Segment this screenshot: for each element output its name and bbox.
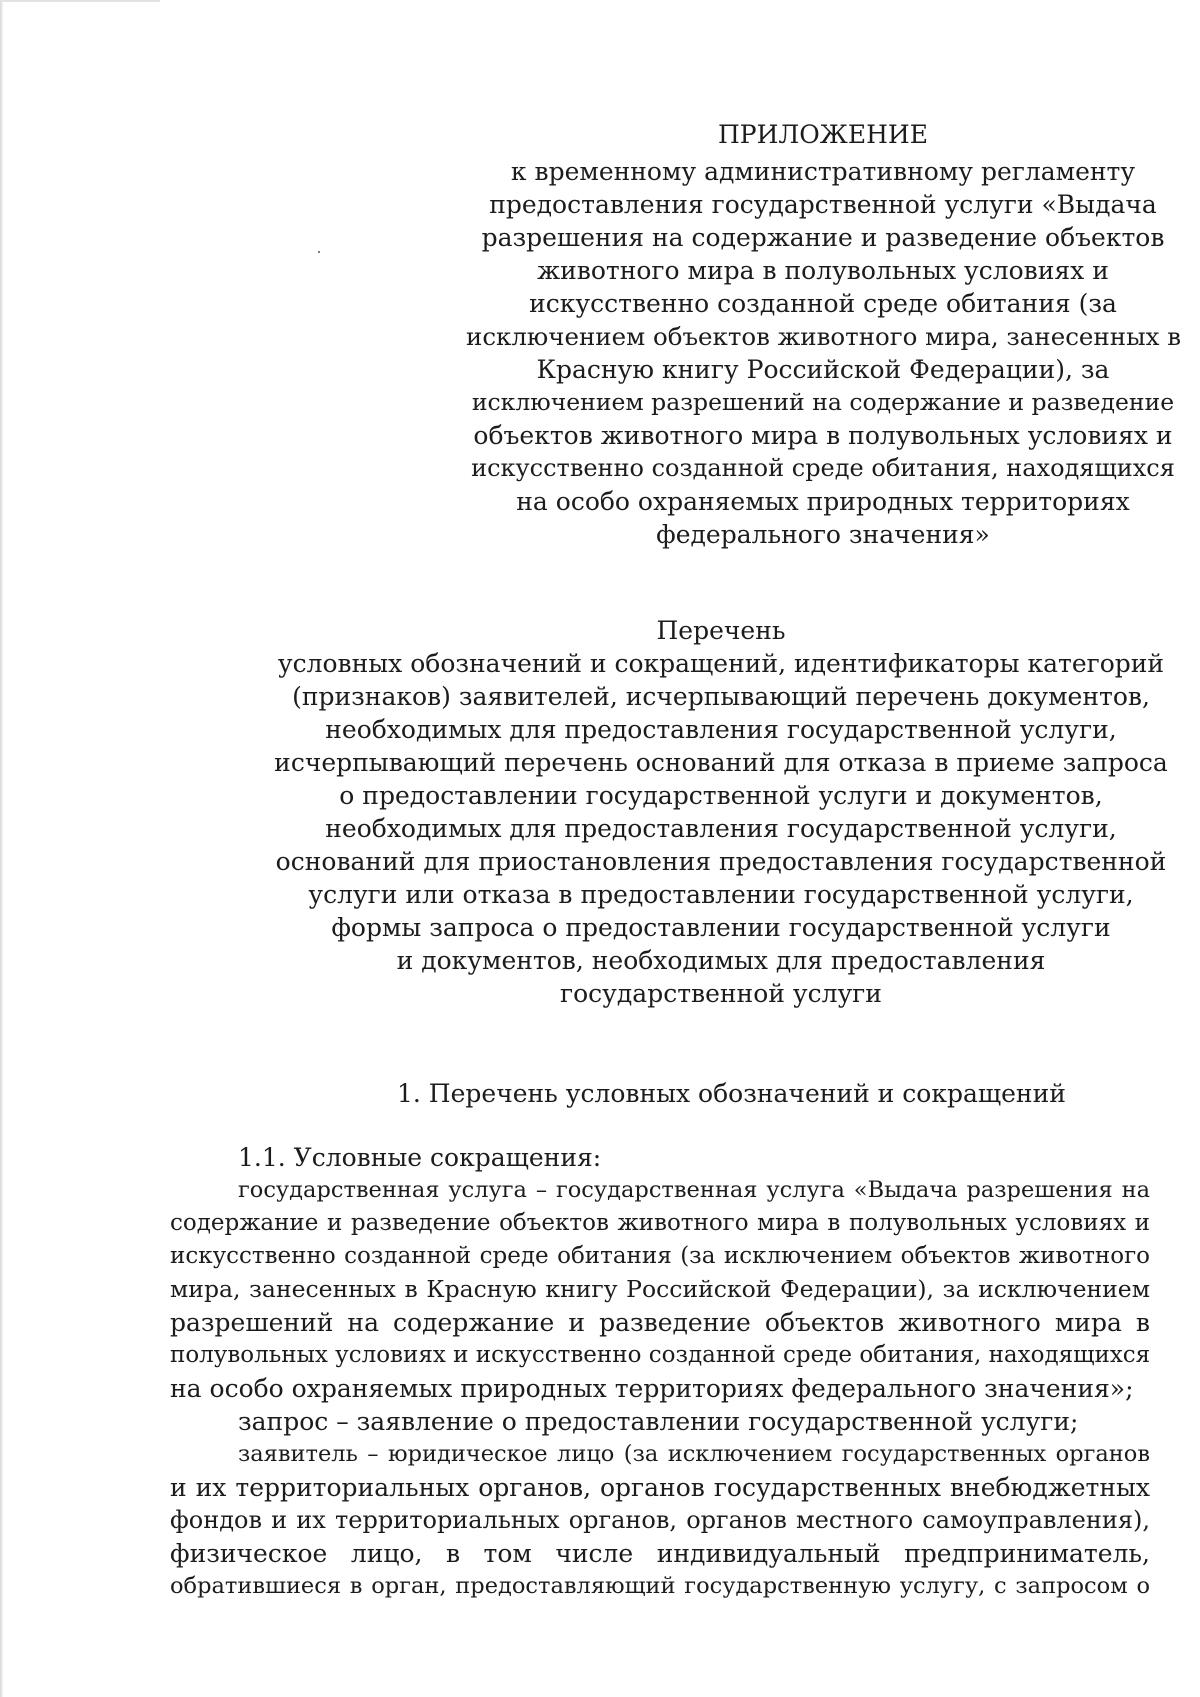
list-heading-line: формы запроса о предоставлении государственной услуги <box>331 913 1111 942</box>
list-heading-line: оснований для приостановления предоставления государственной <box>275 847 1167 876</box>
annex-line: объектов животного мира в полувольных условиях и <box>473 421 1173 450</box>
service-definition-line: содержание и разведение объектов животного мира в полувольных условиях и <box>170 1210 1150 1236</box>
service-definition-line: полувольных условиях и искусственно созданной среде обитания, находящихся <box>170 1342 1151 1368</box>
list-heading-line: (признаков) заявителей, исчерпывающий перечень документов, <box>292 682 1150 711</box>
annex-line: животного мира в полувольных условиях и <box>537 256 1109 285</box>
annex-line: Красную книгу Российской Федерации), за <box>536 355 1110 384</box>
annex-line: предоставления государственной услуги «Выдача <box>489 190 1157 219</box>
annex-line: разрешения на содержание и разведение объектов <box>481 223 1165 252</box>
annex-line: исключением объектов животного мира, занесенных в <box>466 322 1181 351</box>
annex-line: на особо охраняемых природных территориях <box>516 487 1130 516</box>
applicant-definition-line: фондов и их территориальных органов, органов местного самоуправления), <box>170 1506 1150 1534</box>
list-heading-line: о предоставлении государственной услуги и документов, <box>339 781 1103 810</box>
list-heading-line: условных обозначений и сокращений, идентификаторы категорий <box>277 649 1165 678</box>
service-definition-line: искусственно созданной среде обитания (за исключением объектов животного <box>170 1243 1150 1269</box>
applicant-definition-line: заявитель – юридическое лицо (за исключением государственных органов <box>238 1441 1150 1467</box>
annex-title: ПРИЛОЖЕНИЕ <box>718 120 928 149</box>
applicant-definition-line: и их территориальных органов, органов государственных внебюджетных <box>170 1473 1150 1502</box>
subsection-1-1-heading: 1.1. Условные сокращения: <box>238 1143 602 1172</box>
list-heading-line: необходимых для предоставления государственной услуги, <box>325 814 1117 843</box>
annex-line: к временному административному регламенту <box>510 157 1136 186</box>
scan-left-edge <box>0 0 3 1697</box>
list-heading-line: услуги или отказа в предоставлении государственной услуги, <box>308 880 1134 909</box>
request-definition: запрос – заявление о предоставлении государственной услуги; <box>238 1407 1079 1436</box>
service-definition-line: разрешений на содержание и разведение объектов животного мира в <box>170 1308 1150 1337</box>
applicant-definition-line: обратившиеся в орган, предоставляющий государственную услугу, с запросом о <box>170 1573 1150 1599</box>
list-heading-line: государственной услуги <box>560 979 882 1008</box>
service-definition-line: мира, занесенных в Красную книгу Российской Федерации), за исключением <box>170 1275 1150 1303</box>
annex-line: искусственно созданной среде обитания (за <box>529 289 1117 318</box>
service-definition-line: государственная услуга – государственная услуга «Выдача разрешения на <box>238 1177 1150 1203</box>
scan-top-edge <box>0 0 160 2</box>
scan-speck <box>318 251 320 253</box>
list-title: Перечень <box>656 616 786 645</box>
annex-line: искусственно созданной среде обитания, находящихся <box>471 454 1175 482</box>
annex-line: исключением разрешений на содержание и разведение <box>471 388 1175 416</box>
section-1-heading: 1. Перечень условных обозначений и сокращений <box>397 1079 1066 1108</box>
annex-line: федерального значения» <box>656 520 990 549</box>
list-heading-line: и документов, необходимых для предоставления <box>396 946 1046 975</box>
service-definition-line: на особо охраняемых природных территориях федерального значения»; <box>170 1374 1134 1403</box>
list-heading-line: необходимых для предоставления государственной услуги, <box>325 715 1117 744</box>
applicant-definition-line: физическое лицо, в том числе индивидуальный предприниматель, <box>170 1539 1150 1568</box>
list-heading-line: исчерпывающий перечень оснований для отказа в приеме запроса <box>274 748 1168 777</box>
